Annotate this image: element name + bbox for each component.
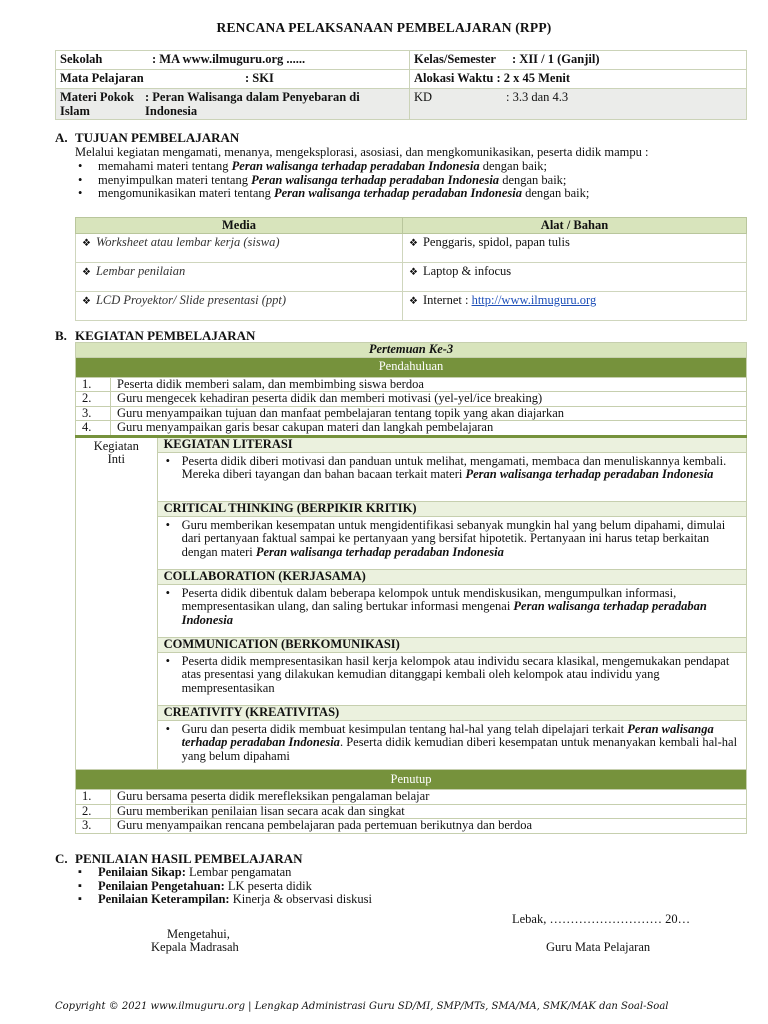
list-item: ▪ Penilaian Keterampilan: Kinerja & observasi diskusi bbox=[75, 893, 755, 907]
materi-label: Materi Pokok Islam bbox=[60, 90, 134, 118]
materi-cell bbox=[56, 89, 410, 120]
kelas-value: : XII / 1 (Ganjil) bbox=[512, 52, 600, 66]
table-row: ❖ Lembar penilaian ❖ Laptop & infocus bbox=[76, 263, 747, 292]
assessment-list bbox=[75, 866, 755, 907]
penutup-header: Penutup bbox=[76, 770, 747, 790]
list-item: 1. Peserta didik memberi salam, dan membimbing siswa berdoa bbox=[76, 377, 747, 392]
media-table bbox=[75, 217, 747, 321]
mapel-value: : SKI bbox=[245, 71, 274, 85]
diamond-bullet-icon: ❖ bbox=[82, 238, 91, 249]
identity-table bbox=[55, 50, 747, 120]
guru-mapel-label: Guru Mata Pelajaran bbox=[546, 940, 651, 954]
materi-value: : Peran Walisanga dalam Penyebaran di Indonesia bbox=[145, 90, 360, 118]
creativity-title: CREATIVITY (KREATIVITAS) bbox=[157, 705, 746, 720]
section-a-heading: A. TUJUAN PEMBELAJARAN bbox=[55, 130, 240, 145]
goal-item: • mengomunikasikan materi tentang Peran walisanga terhadap peradaban Indonesia dengan baik; bbox=[75, 187, 755, 201]
goal-item: • menyimpulkan materi tentang Peran walisanga terhadap peradaban Indonesia dengan baik; bbox=[75, 174, 755, 188]
mengetahui-label: Mengetahui, bbox=[167, 927, 230, 941]
sekolah-value: : MA www.ilmuguru.org ...... bbox=[152, 52, 306, 66]
critical-thinking-title: CRITICAL THINKING (BERPIKIR KRITIK) bbox=[157, 501, 746, 516]
table-row: ❖ LCD Proyektor/ Slide presentasi (ppt) ❖ Internet : http://www.ilmuguru.org bbox=[76, 292, 747, 321]
diamond-bullet-icon: ❖ bbox=[409, 296, 418, 307]
critical-thinking-text: • Guru memberikan kesempatan untuk mengidentifikasi sebanyak mungkin hal yang belum dipahami, dimulai dari pertanyaan faktual sampai ke pertanyaan yang bersifat hipotetik. Pertanyaan ini harus tetap berkaitan dengan materi Peran walisanga terhadap peradaban Indonesia bbox=[157, 516, 746, 569]
alokasi-value: : 2 x 45 Menit bbox=[496, 71, 571, 85]
kepala-madrasah-label: Kepala Madrasah bbox=[151, 940, 239, 954]
diamond-bullet-icon: ❖ bbox=[409, 267, 418, 278]
kelas-cell bbox=[410, 51, 747, 70]
alokasi-cell bbox=[410, 70, 747, 89]
ilmuguru-link[interactable]: http://www.ilmuguru.org bbox=[471, 293, 597, 307]
table-row: ❖ Worksheet atau lembar kerja (siswa) ❖ Penggaris, spidol, papan tulis bbox=[76, 234, 747, 263]
list-item: 3. Guru menyampaikan tujuan dan manfaat pembelajaran tentang topik yang akan diajarkan bbox=[76, 406, 747, 421]
goal-item: • memahami materi tentang Peran walisanga terhadap peradaban Indonesia dengan baik; bbox=[75, 160, 755, 174]
alat-header: Alat / Bahan bbox=[403, 218, 747, 234]
communication-text: • Peserta didik mempresentasikan hasil kerja kelompok atau individu secara klasikal, mengemukakan pendapat atas presentasi yang dilakukan kemudian ditanggapi kembali oleh kelompok atau individu yang mempresentasikan bbox=[157, 652, 746, 705]
media-header: Media bbox=[76, 218, 403, 234]
place-date: Lebak, ……………………… 20… bbox=[512, 912, 691, 926]
sekolah-label: Sekolah bbox=[60, 52, 103, 66]
alokasi-label: Alokasi Waktu bbox=[414, 71, 494, 85]
diamond-bullet-icon: ❖ bbox=[82, 296, 91, 307]
pertemuan-label: Pertemuan Ke-3 bbox=[76, 343, 747, 358]
list-item: 4. Guru menyampaikan garis besar cakupan materi dan langkah pembelajaran bbox=[76, 421, 747, 437]
list-item: ▪ Penilaian Pengetahuan: LK peserta didik bbox=[75, 880, 755, 894]
creativity-text: • Guru dan peserta didik membuat kesimpulan tentang hal-hal yang telah dipelajari terkait Peran walisanga terhadap peradaban Indonesia. Peserta didik kemudian diberi kesempatan untuk menanyakan kembali hal-hal yang belum dipahami bbox=[157, 720, 746, 770]
diamond-bullet-icon: ❖ bbox=[82, 267, 91, 278]
kegiatan-table bbox=[75, 342, 747, 834]
mapel-label: Mata Pelajaran bbox=[60, 71, 144, 85]
copyright-footer: Copyright © 2021 www.ilmuguru.org | Lengkap Administrasi Guru SD/MI, SMP/MTs, SMA/MA, SMK/MAK dan Soal-Soal bbox=[55, 1001, 669, 1012]
list-item: 2. Guru memberikan penilaian lisan secara acak dan singkat bbox=[76, 804, 747, 819]
list-item: 2. Guru mengecek kehadiran peserta didik dan memberi motivasi (yel-yel/ice breaking) bbox=[76, 392, 747, 407]
pendahuluan-header: Pendahuluan bbox=[76, 357, 747, 377]
document-title: RENCANA PELAKSANAAN PEMBELAJARAN (RPP) bbox=[216, 20, 552, 35]
kd-cell bbox=[410, 89, 747, 120]
goal-list bbox=[75, 160, 755, 201]
mapel-cell bbox=[56, 70, 410, 89]
section-b-heading: B. KEGIATAN PEMBELAJARAN bbox=[55, 328, 256, 343]
section-a-intro: Melalui kegiatan mengamati, menanya, mengeksplorasi, asosiasi, dan mengkomunikasikan, peserta didik mampu : bbox=[75, 145, 649, 159]
kd-value: : 3.3 dan 4.3 bbox=[506, 90, 569, 104]
section-c-heading: C. PENILAIAN HASIL PEMBELAJARAN bbox=[55, 851, 303, 866]
list-item: 3. Guru menyampaikan rencana pembelajaran pada pertemuan berikutnya dan berdoa bbox=[76, 819, 747, 834]
literasi-title: KEGIATAN LITERASI bbox=[157, 436, 746, 452]
literasi-text: • Peserta didik diberi motivasi dan panduan untuk melihat, mengamati, membaca dan menuliskannya kembali. Mereka diberi tayangan dan bahan bacaan terkait materi Peran walisanga terhadap peradaban Indonesia bbox=[157, 452, 746, 501]
communication-title: COMMUNICATION (BERKOMUNIKASI) bbox=[157, 637, 746, 652]
diamond-bullet-icon: ❖ bbox=[409, 238, 418, 249]
kegiatan-inti-label: Kegiatan Inti bbox=[76, 436, 158, 770]
collaboration-text: • Peserta didik dibentuk dalam beberapa kelompok untuk mendiskusikan, mengumpulkan informasi, mempresentasikan ulang, dan saling bertukar informasi mengenai Peran walisanga terhadap peradaban Indonesia bbox=[157, 584, 746, 637]
collaboration-title: COLLABORATION (KERJASAMA) bbox=[157, 569, 746, 584]
sekolah-cell bbox=[56, 51, 410, 70]
kd-label: KD bbox=[414, 90, 433, 104]
list-item: 1. Guru bersama peserta didik merefleksikan pengalaman belajar bbox=[76, 790, 747, 805]
list-item: ▪ Penilaian Sikap: Lembar pengamatan bbox=[75, 866, 755, 880]
kelas-label: Kelas/Semester bbox=[414, 52, 496, 66]
